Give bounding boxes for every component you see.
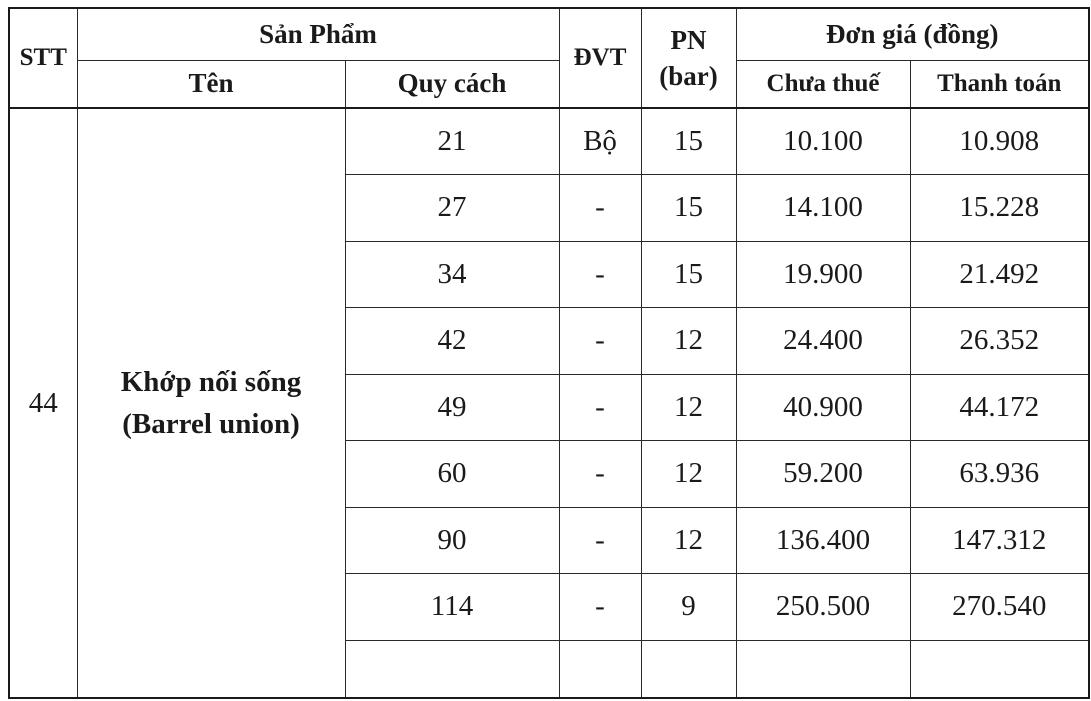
thanh-toan-cell: 15.228: [910, 174, 1089, 241]
header-stt: STT: [9, 8, 77, 108]
header-dvt: ĐVT: [559, 8, 641, 108]
product-name-cell: [77, 108, 345, 698]
thanh-toan-cell: 147.312: [910, 507, 1089, 573]
chua-thue-cell: [736, 640, 910, 698]
quy-cach-cell: 21: [345, 108, 559, 174]
stt-cell: 44: [9, 108, 77, 698]
pn-cell: 12: [641, 507, 736, 573]
header-don-gia: Đơn giá (đồng): [736, 8, 1089, 60]
pn-cell: 15: [641, 174, 736, 241]
chua-thue-cell: 59.200: [736, 440, 910, 507]
quy-cach-cell: [345, 640, 559, 698]
price-table: [8, 7, 1090, 699]
pn-cell: 12: [641, 440, 736, 507]
chua-thue-cell: 250.500: [736, 573, 910, 640]
chua-thue-cell: 24.400: [736, 307, 910, 374]
quy-cach-cell: 114: [345, 573, 559, 640]
header-pn-line1: PN: [670, 25, 707, 55]
pn-cell: 15: [641, 241, 736, 307]
pn-cell: 12: [641, 307, 736, 374]
header-san-pham: Sản Phẩm: [77, 8, 559, 60]
chua-thue-cell: 40.900: [736, 374, 910, 440]
header-quy-cach: Quy cách: [345, 60, 559, 108]
thanh-toan-cell: 63.936: [910, 440, 1089, 507]
table-row: [9, 108, 1089, 174]
header-chua-thue: Chưa thuế: [736, 60, 910, 108]
dvt-cell: [559, 640, 641, 698]
product-name-line1: Khớp nối sống: [120, 366, 302, 398]
header-pn: [641, 8, 736, 108]
quy-cach-cell: 90: [345, 507, 559, 573]
quy-cach-cell: 42: [345, 307, 559, 374]
chua-thue-cell: 14.100: [736, 174, 910, 241]
chua-thue-cell: 19.900: [736, 241, 910, 307]
pn-cell: 9: [641, 573, 736, 640]
thanh-toan-cell: 10.908: [910, 108, 1089, 174]
dvt-cell: -: [559, 573, 641, 640]
dvt-cell: Bộ: [559, 108, 641, 174]
quy-cach-cell: 27: [345, 174, 559, 241]
thanh-toan-cell: [910, 640, 1089, 698]
thanh-toan-cell: 26.352: [910, 307, 1089, 374]
product-name-line2: (Barrel union): [122, 408, 300, 440]
header-pn-line2: (bar): [659, 61, 718, 91]
pn-cell: [641, 640, 736, 698]
chua-thue-cell: 10.100: [736, 108, 910, 174]
dvt-cell: -: [559, 174, 641, 241]
dvt-cell: -: [559, 307, 641, 374]
quy-cach-cell: 49: [345, 374, 559, 440]
table-body: [9, 108, 1089, 698]
dvt-cell: -: [559, 241, 641, 307]
quy-cach-cell: 60: [345, 440, 559, 507]
pn-cell: 15: [641, 108, 736, 174]
thanh-toan-cell: 44.172: [910, 374, 1089, 440]
dvt-cell: -: [559, 507, 641, 573]
thanh-toan-cell: 270.540: [910, 573, 1089, 640]
header-thanh-toan: Thanh toán: [910, 60, 1089, 108]
table-header: [9, 8, 1089, 108]
dvt-cell: -: [559, 440, 641, 507]
thanh-toan-cell: 21.492: [910, 241, 1089, 307]
pn-cell: 12: [641, 374, 736, 440]
dvt-cell: -: [559, 374, 641, 440]
header-ten: Tên: [77, 60, 345, 108]
chua-thue-cell: 136.400: [736, 507, 910, 573]
quy-cach-cell: 34: [345, 241, 559, 307]
